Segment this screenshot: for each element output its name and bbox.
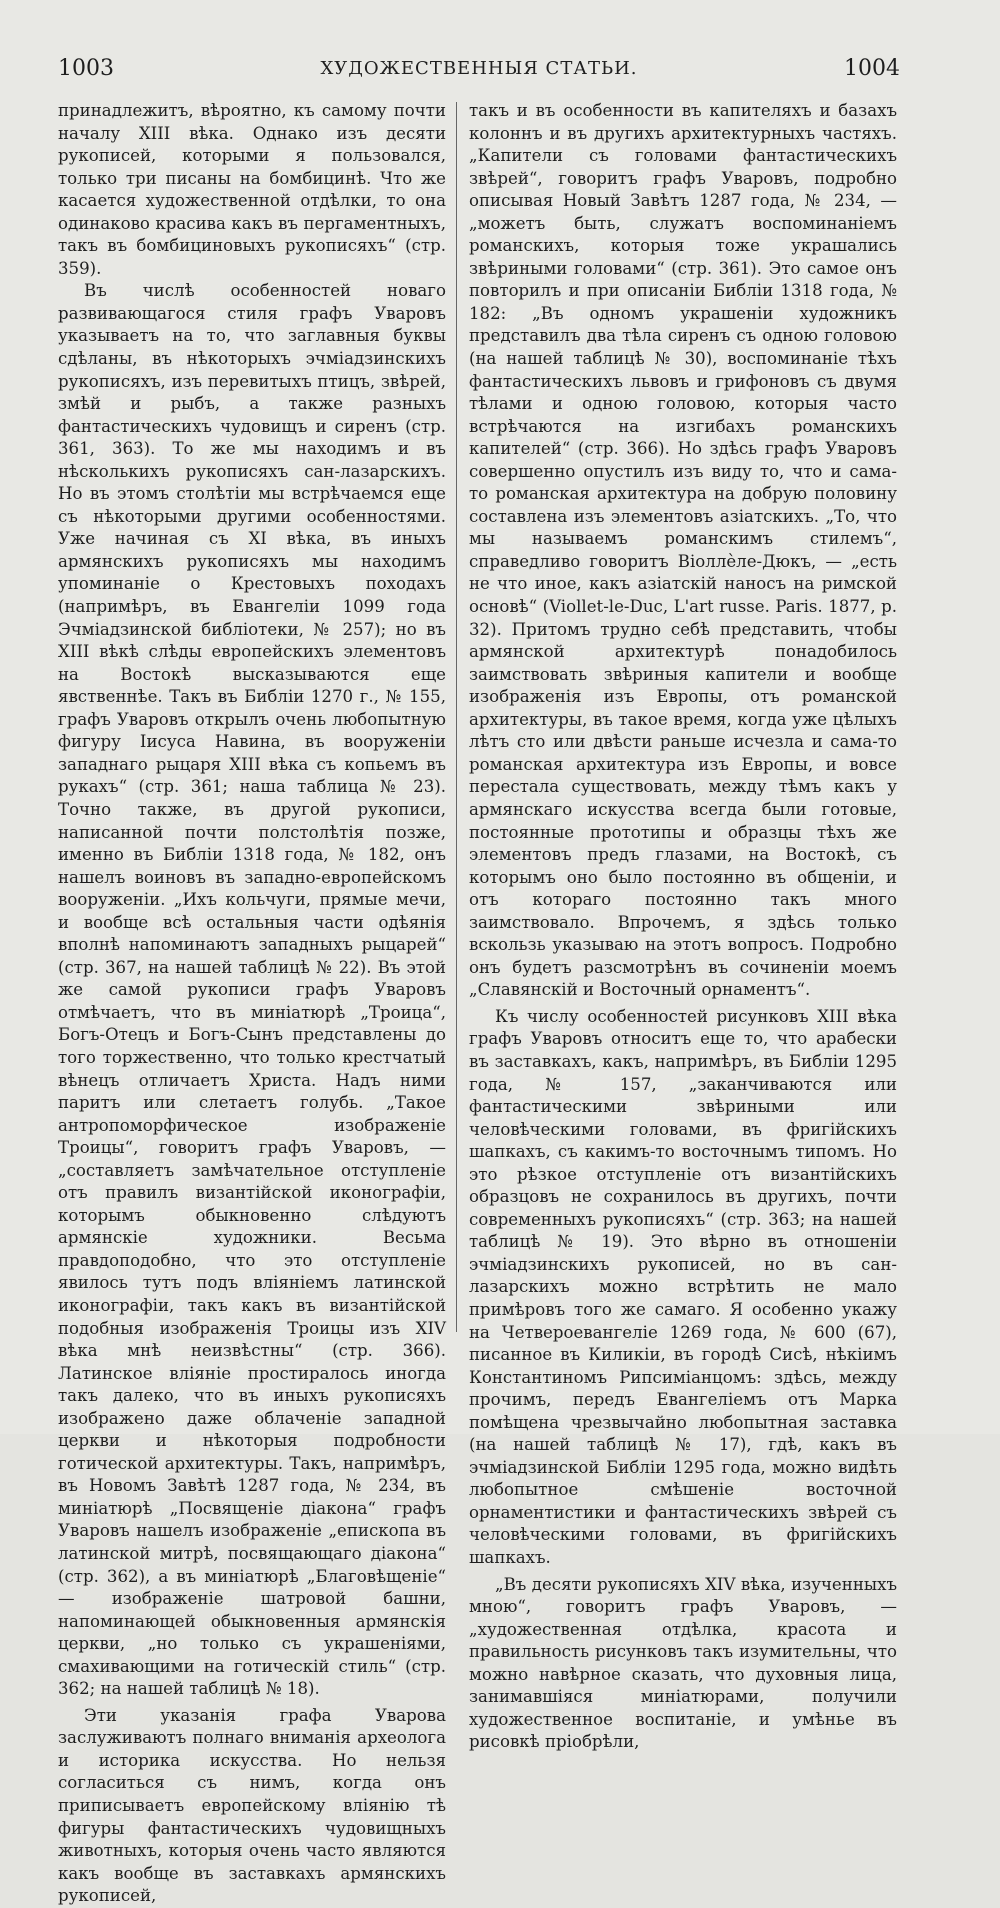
paragraph: „Въ десяти рукописяхъ XIV вѣка, изученныхъ мною“, говоритъ графъ Уваровъ, — „художественная отдѣлка, красота и правильность рисунковъ такъ изумительны, что можно навѣрное сказать, что духовныя лица, занимавшіяся миніатюрами, получили художественное воспитаніе, и умѣнье въ рисовкѣ пріобрѣли, bbox=[469, 1574, 897, 1752]
paragraph: такъ и въ особенности въ капителяхъ и базахъ колоннъ и въ другихъ архитектурныхъ частяхъ. „Капители съ головами фантастическихъ звѣрей“, говоритъ графъ Уваровъ, подробно описывая Новый Завѣтъ 1287 года, № 234, — „можетъ быть, служатъ воспоминаніемъ романскихъ, которыя тоже украшались звѣриными головами“ (стр. 361). Это самое онъ повторилъ и при описаніи Библіи 1318 года, № 182: „Въ одномъ украшеніи художникъ представилъ два тѣла сиренъ съ одною головою (на нашей таблицѣ № 30), воспоминаніе тѣхъ фантастическихъ львовъ и грифоновъ съ двумя тѣлами и одною головою, которыя часто встрѣчаются на изгибахъ романскихъ капителей“ (стр. 366). Но здѣсь графъ Уваровъ совершенно опустилъ изъ виду то, что и сама-то романская архитектура на добрую половину составлена изъ элементовъ азіатскихъ. „То, что мы называемъ романскимъ стилемъ“, справедливо говоритъ Віоллѐле-Дюкъ, — „есть не что иное, какъ азіатскій наносъ на римской основѣ“ (Viollet-le-Duc, L'art russe. Paris. 1877, p. 32). Притомъ трудно себѣ представить, чтобы армянской архитектурѣ понадобилось заимствовать звѣриныя капители и вообще изображенія изъ Европы, отъ романской архитектуры, въ такое время, когда уже цѣлыхъ лѣтъ сто или двѣсти раньше исчезла и сама-то романская архитектура изъ Европы, и вовсе перестала существовать, между тѣмъ какъ у армянскаго искусства всегда были готовые, постоянные прототипы и образцы тѣхъ же элементовъ предъ глазами, на Востокѣ, съ которымъ оно было постоянно въ общеніи, и отъ котораго постоянно такъ много заимствовало. Впрочемъ, я здѣсь только вскользь указываю на этотъ вопросъ. Подробно онъ будетъ разсмотрѣнъ въ сочиненіи моемъ „Славянскій и Восточный орнаментъ“. bbox=[469, 101, 897, 1000]
left-column bbox=[58, 100, 446, 1906]
paragraph: принадлежитъ, вѣроятно, къ самому почти началу XIII вѣка. Однако изъ десяти рукописей, которыми я пользовался, только три писаны на бомбицинѣ. Что же касается художественной отдѣлки, то она одинаково красива какъ въ пергаментныхъ, такъ въ бомбициновыхъ рукописяхъ“ (стр. 359). bbox=[58, 101, 446, 278]
page-number-right: 1004 bbox=[844, 56, 900, 81]
running-header bbox=[58, 56, 900, 86]
paragraph: Къ числу особенностей рисунковъ XIII вѣка графъ Уваровъ относитъ еще то, что арабески въ заставкахъ, какъ, напримѣръ, въ Библіи 1295 года, № 157, „заканчиваются или фантастическими звѣриными или человѣческими головами, въ фригійскихъ шапкахъ, съ какимъ-то восточнымъ типомъ. Но это рѣзкое отступленіе отъ византійскихъ образцовъ не сохранилось въ другихъ, почти современныхъ рукописяхъ“ (стр. 363; на нашей таблицѣ № 19). Это вѣрно въ отношеніи эчміадзинскихъ рукописей, но въ сан-лазарскихъ можно встрѣтить не мало примѣровъ того же самаго. Я особенно укажу на Четвероевангеліе 1269 года, № 600 (67), писанное въ Киликіи, въ городѣ Сисѣ, нѣкіимъ Константиномъ Рипсиміанцомъ: здѣсь, между прочимъ, передъ Евангеліемъ отъ Марка помѣщена чрезвычайно любопытная заставка (на нашей таблицѣ № 17), гдѣ, какъ въ эчміадзинской Библіи 1295 года, можно видѣть любопытное смѣшеніе восточной орнаментистики и фантастическихъ звѣрей съ человѣческими головами, въ фригійскихъ шапкахъ. bbox=[469, 1006, 897, 1567]
right-column bbox=[469, 100, 897, 1752]
running-title: ХУДОЖЕСТВЕННЫЯ СТАТЬИ. bbox=[320, 58, 638, 79]
paragraph: Въ числѣ особенностей новаго развивающагося стиля графъ Уваровъ указываетъ на то, что заглавныя буквы сдѣланы, въ нѣкоторыхъ эчміадзинскихъ рукописяхъ, изъ перевитыхъ птицъ, звѣрей, змѣй и рыбъ, а также разныхъ фантастическихъ чудовищъ и сиренъ (стр. 361, 363). То же мы находимъ и въ нѣсколькихъ рукописяхъ сан-лазарскихъ. Но въ этомъ столѣтіи мы встрѣчаемся еще съ нѣкоторыми другими особенностями. Уже начиная съ XI вѣка, въ иныхъ армянскихъ рукописяхъ мы находимъ упоминаніе о Крестовыхъ походахъ (напримѣръ, въ Евангеліи 1099 года Эчміадзинской библіотеки, № 257); но въ XIII вѣкѣ слѣды европейскихъ элементовъ на Востокѣ высказываются еще явственнѣе. Такъ въ Библіи 1270 г., № 155, графъ Уваровъ открылъ очень любопытную фигуру Іисуса Навина, въ вооруженіи западнаго рыцаря XIII вѣка съ копьемъ въ рукахъ“ (стр. 361; наша таблица № 23). Точно также, въ другой рукописи, написанной почти полстолѣтія позже, именно въ Библіи 1318 года, № 182, онъ нашелъ воиновъ въ западно-европейскомъ вооруженіи. „Ихъ кольчуги, прямые мечи, и вообще всѣ остальныя части одѣянія вполнѣ напоминаютъ западныхъ рыцарей“ (стр. 367, на нашей таблицѣ № 22). Въ этой же самой рукописи графъ Уваровъ отмѣчаетъ, что въ миніатюрѣ „Троица“, Богъ-Отецъ и Богъ-Сынъ представлены до того торжественно, что только крестчатый вѣнецъ отличаетъ Христа. Надъ ними паритъ или слетаетъ голубь. „Такое антропоморфическое изображеніе Троицы“, говоритъ графъ Уваровъ, — „составляетъ замѣчательное отступленіе отъ правилъ византійской иконографіи, которымъ обыкновенно слѣдуютъ армянскіе художники. Весьма правдоподобно, что это отступленіе явилось тутъ подъ вліяніемъ латинской иконографіи, такъ какъ въ византійской подобныя изображенія Троицы изъ XIV вѣка мнѣ неизвѣстны“ (стр. 366). Латинское вліяніе простиралось иногда такъ далеко, что въ иныхъ рукописяхъ изображено даже облаченіе западной церкви и нѣкоторыя подробности готической архитектуры. Такъ, напримѣръ, въ Новомъ Завѣтѣ 1287 года, № 234, въ миніатюрѣ „Посвященіе діакона“ графъ Уваровъ нашелъ изображеніе „епископа въ латинской митрѣ, посвящающаго діакона“ (стр. 362), а въ миніатюрѣ „Благовѣщеніе“ — изображеніе шатровой башни, напоминающей обыкновенныя армянскія церкви, „но только съ украшеніями, смахивающими на готическій стиль“ (стр. 362; на нашей таблицѣ № 18). bbox=[58, 281, 446, 1699]
paragraph: Эти указанія графа Уварова заслуживаютъ полнаго вниманія археолога и историка искусства. Но нельзя согласиться съ нимъ, когда онъ приписываетъ европейскому вліянію тѣ фигуры фантастическихъ чудовищныхъ животныхъ, которыя очень часто являются какъ вообще въ заставкахъ армянскихъ рукописей, bbox=[58, 1705, 446, 1906]
column-divider bbox=[456, 102, 457, 1332]
page-number-left: 1003 bbox=[58, 56, 114, 81]
